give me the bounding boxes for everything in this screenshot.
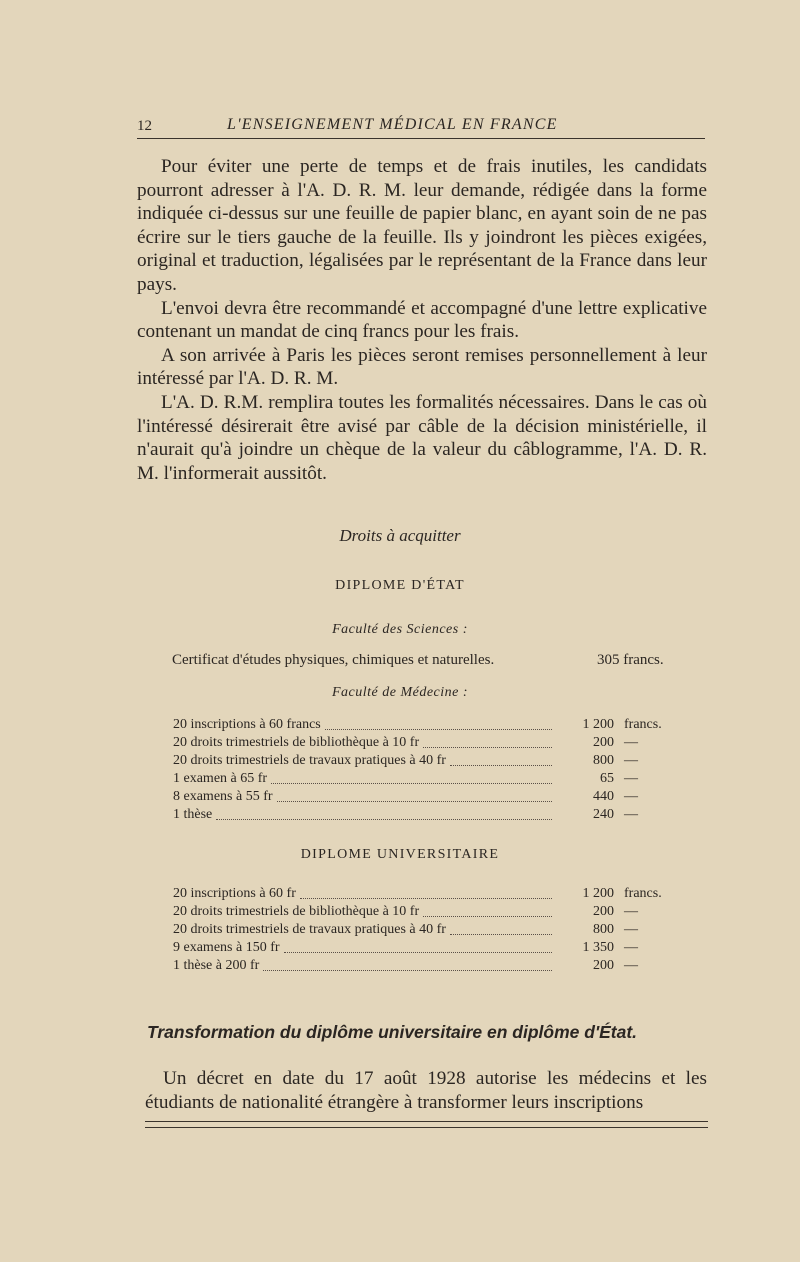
transformation-heading: Transformation du diplôme universitaire en diplôme d'État. bbox=[147, 1022, 638, 1042]
fee-unit: — bbox=[624, 904, 638, 919]
fee-amount: 240 bbox=[593, 807, 614, 822]
leader-dots bbox=[423, 916, 552, 917]
leader-dots bbox=[325, 729, 552, 730]
certificate-label: Certificat d'études physiques, chimiques et naturelles. bbox=[172, 652, 495, 668]
fee-label: 1 examen à 65 fr bbox=[173, 771, 268, 786]
fee-amount: 800 bbox=[593, 922, 614, 937]
fee-label: 20 droits trimestriels de travaux pratiques à 40 fr bbox=[173, 753, 446, 768]
faculty-sciences-heading: Faculté des Sciences : bbox=[332, 622, 468, 637]
leader-dots bbox=[450, 934, 552, 935]
fee-row bbox=[173, 921, 556, 939]
fee-unit: francs. bbox=[624, 886, 662, 901]
fee-amount: 200 bbox=[593, 958, 614, 973]
fee-amount: 440 bbox=[593, 789, 614, 804]
fee-label: 20 droits trimestriels de travaux pratiques à 40 fr bbox=[173, 922, 446, 937]
fee-amount: 800 bbox=[593, 753, 614, 768]
fee-unit: — bbox=[624, 922, 638, 937]
fee-label: 8 examens à 55 fr bbox=[173, 789, 273, 804]
paragraph: L'envoi devra être recommandé et accompagné d'une lettre explicative contenant un mandat de cinq francs pour les frais. bbox=[137, 297, 707, 343]
leader-dots bbox=[423, 747, 552, 748]
transformation-text: Un décret en date du 17 août 1928 autorise les médecins et les étudiants de nationalité étrangère à transformer leurs inscriptions bbox=[145, 1068, 707, 1113]
fee-label: 1 thèse à 200 fr bbox=[173, 958, 260, 973]
fee-unit: — bbox=[624, 771, 638, 786]
leader-dots bbox=[450, 765, 552, 766]
running-title: L'ENSEIGNEMENT MÉDICAL EN FRANCE bbox=[227, 116, 558, 133]
fee-unit: — bbox=[624, 807, 638, 822]
fee-amount: 200 bbox=[593, 904, 614, 919]
header-rule bbox=[137, 138, 705, 139]
fee-unit: francs. bbox=[624, 717, 662, 732]
fee-label: 9 examens à 150 fr bbox=[173, 940, 280, 955]
fee-label: 20 droits trimestriels de bibliothèque à 10 fr bbox=[173, 735, 420, 750]
fee-unit: — bbox=[624, 735, 638, 750]
fee-row bbox=[173, 885, 556, 903]
leader-dots bbox=[216, 819, 552, 820]
paragraph: Pour éviter une perte de temps et de frais inutiles, les candidats pourront adresser à l'A. D. R. M. leur demande, rédigée dans la forme indiquée ci-dessus sur une feuille de papier blanc, en ayant soin de ne pas écrire sur le tiers gauche de la feuille. Ils y joindront les pièces exigées, original et traduction, légalisées par le représentant de la France dans leur pays. bbox=[137, 156, 707, 295]
leader-dots bbox=[271, 783, 552, 784]
fee-label: 20 inscriptions à 60 francs bbox=[173, 717, 321, 732]
fee-row bbox=[173, 752, 556, 770]
fee-unit: — bbox=[624, 753, 638, 768]
fee-amount: 65 bbox=[600, 771, 614, 786]
fee-amount: 1 200 bbox=[582, 886, 614, 901]
body-text bbox=[137, 155, 707, 485]
diploma-universitaire-heading: DIPLOME UNIVERSITAIRE bbox=[300, 847, 500, 862]
fee-row bbox=[173, 957, 556, 975]
fee-row bbox=[173, 770, 556, 788]
fee-amount: 1 200 bbox=[582, 717, 614, 732]
diploma-etat-heading: DIPLOME D'ÉTAT bbox=[335, 578, 465, 593]
certificate-amount: 305 francs. bbox=[597, 652, 664, 668]
fee-row bbox=[173, 716, 556, 734]
fee-label: 20 droits trimestriels de bibliothèque à 10 fr bbox=[173, 904, 420, 919]
leader-dots bbox=[263, 970, 552, 971]
fee-label: 20 inscriptions à 60 fr bbox=[173, 886, 296, 901]
section-title: Droits à acquitter bbox=[339, 526, 461, 545]
running-header bbox=[137, 116, 705, 140]
fee-amount: 1 350 bbox=[582, 940, 614, 955]
double-rule bbox=[145, 1121, 708, 1128]
fee-amount: 200 bbox=[593, 735, 614, 750]
fee-unit: — bbox=[624, 940, 638, 955]
fee-unit: — bbox=[624, 789, 638, 804]
faculty-medecine-heading: Faculté de Médecine : bbox=[331, 685, 469, 700]
fee-label: 1 thèse bbox=[173, 807, 213, 822]
fee-row bbox=[173, 806, 556, 824]
fee-unit: — bbox=[624, 958, 638, 973]
fee-row bbox=[173, 939, 556, 957]
leader-dots bbox=[284, 952, 552, 953]
paragraph: A son arrivée à Paris les pièces seront remises personnellement à leur intéressé par l'A. D. R. M. bbox=[137, 344, 707, 390]
page-number: 12 bbox=[137, 118, 152, 134]
fee-row bbox=[173, 734, 556, 752]
fee-row bbox=[173, 903, 556, 921]
paragraph: L'A. D. R.M. remplira toutes les formalités nécessaires. Dans le cas où l'intéressé désirerait être avisé par câble de la décision ministérielle, il n'aurait qu'à joindre un chèque de la valeur du câblogramme, l'A. D. R. M. l'informerait aussitôt. bbox=[137, 391, 707, 484]
leader-dots bbox=[277, 801, 552, 802]
fee-row bbox=[173, 788, 556, 806]
leader-dots bbox=[300, 898, 552, 899]
